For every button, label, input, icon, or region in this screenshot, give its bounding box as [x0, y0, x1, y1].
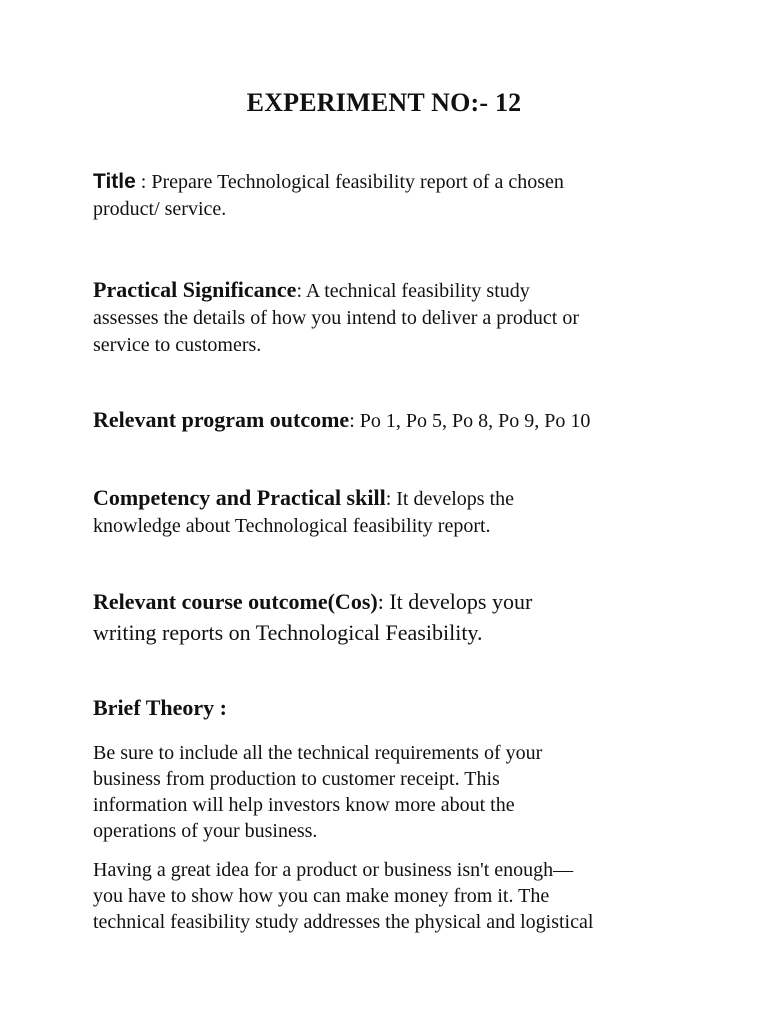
course-outcome-text-1: : It develops your	[377, 589, 533, 614]
program-outcome-label: Relevant program outcome	[93, 407, 350, 432]
course-outcome-section	[93, 586, 693, 648]
theory-section	[93, 694, 693, 721]
significance-line-1	[93, 276, 693, 305]
theory-p1-line: operations of your business.	[93, 820, 318, 842]
competency-label: Competency and Practical skill	[93, 485, 386, 510]
significance-section	[93, 276, 693, 359]
program-outcome-text: : Po 1, Po 5, Po 8, Po 9, Po 10	[349, 410, 591, 432]
title-text-2: product/ service.	[93, 198, 227, 220]
competency-text-1: : It develops the	[385, 488, 515, 510]
theory-p2-line: technical feasibility study addresses the physical and logistical	[93, 911, 594, 933]
experiment-heading: EXPERIMENT NO:- 12	[246, 88, 522, 117]
theory-p2-line: Having a great idea for a product or business isn't enough—	[93, 859, 574, 881]
theory-p1-line: business from production to customer receipt. This	[93, 768, 500, 790]
significance-text-1: : A technical feasibility study	[296, 280, 530, 302]
course-outcome-label: Relevant course outcome(Cos)	[93, 589, 378, 614]
competency-text-2: knowledge about Technological feasibility report.	[93, 515, 491, 537]
theory-p1-line: information will help investors know more about the	[93, 794, 515, 816]
course-outcome-line-1	[93, 586, 693, 617]
theory-label: Brief Theory :	[93, 695, 228, 720]
title-text-1: : Prepare Technological feasibility report of a chosen	[135, 171, 564, 193]
theory-paragraph-2	[93, 857, 693, 935]
program-outcome-line	[93, 406, 733, 435]
title-label: Title	[93, 170, 136, 193]
competency-section	[93, 484, 693, 540]
significance-label: Practical Significance	[93, 277, 297, 302]
program-outcome-section	[93, 406, 733, 435]
significance-text-3: service to customers.	[93, 334, 262, 356]
competency-line-1	[93, 484, 693, 513]
theory-p2-line: you have to show how you can make money from it. The	[93, 885, 550, 907]
title-section	[93, 168, 693, 223]
theory-p1-line: Be sure to include all the technical requirements of your	[93, 742, 543, 764]
title-line-1	[93, 168, 693, 196]
course-outcome-text-2: writing reports on Technological Feasibility.	[93, 620, 483, 645]
theory-paragraph-1	[93, 740, 693, 844]
significance-text-2: assesses the details of how you intend to deliver a product or	[93, 307, 579, 329]
